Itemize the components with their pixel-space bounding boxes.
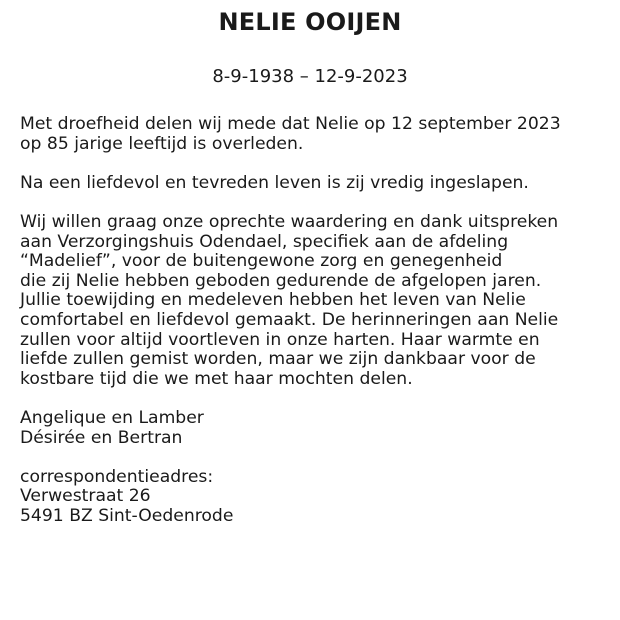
gratitude-paragraph bbox=[20, 213, 610, 389]
text-line: aan Verzorgingshuis Odendael, specifiek aan de afdeling bbox=[20, 231, 509, 252]
notice-body bbox=[20, 115, 610, 546]
signatories-paragraph bbox=[20, 409, 610, 448]
text-line: kostbare tijd die we met haar mochten delen. bbox=[20, 368, 413, 389]
text-line: Verwestraat 26 bbox=[20, 486, 151, 507]
text-line: 5491 BZ Sint-Oedenrode bbox=[20, 505, 234, 526]
text-line: Na een liefdevol en tevreden leven is zij vredig ingeslapen. bbox=[20, 172, 529, 193]
announcement-paragraph bbox=[20, 115, 610, 154]
text-line: “Madelief”, voor de buitengewone zorg en genegenheid bbox=[20, 251, 503, 272]
text-line: liefde zullen gemist worden, maar we zijn dankbaar voor de bbox=[20, 349, 536, 370]
text-line: Jullie toewijding en medeleven hebben het leven van Nelie bbox=[20, 290, 526, 311]
text-line: zullen voor altijd voortleven in onze harten. Haar warmte en bbox=[20, 329, 540, 350]
text-line: comfortabel en liefdevol gemaakt. De herinneringen aan Nelie bbox=[20, 309, 559, 330]
peaceful-passing-paragraph bbox=[20, 174, 610, 194]
text-line: Angelique en Lamber bbox=[20, 407, 204, 428]
text-line: op 85 jarige leeftijd is overleden. bbox=[20, 133, 304, 154]
page-title: NELIE OOIJEN bbox=[218, 8, 402, 36]
life-dates: 8-9-1938 – 12-9-2023 bbox=[212, 66, 408, 87]
text-line: correspondentieadres: bbox=[20, 466, 214, 487]
text-line: die zij Nelie hebben geboden gedurende de afgelopen jaren. bbox=[20, 270, 542, 291]
text-line: Met droefheid delen wij mede dat Nelie op 12 september 2023 bbox=[20, 114, 561, 134]
correspondence-address bbox=[20, 468, 610, 527]
text-line: Désirée en Bertran bbox=[20, 427, 183, 448]
text-line: Wij willen graag onze oprechte waardering en dank uitspreken bbox=[20, 211, 559, 232]
